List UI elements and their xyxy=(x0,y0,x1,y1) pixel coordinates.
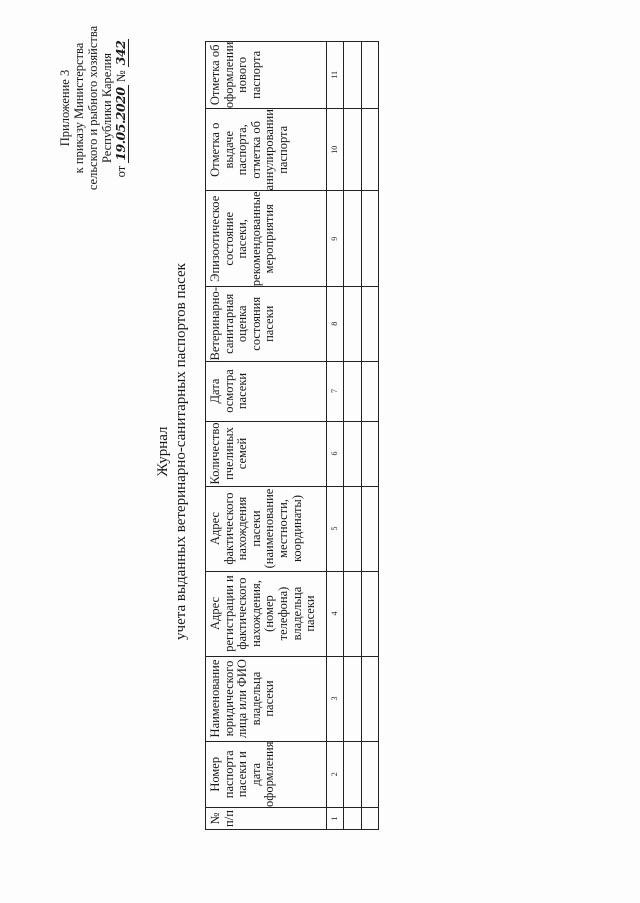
appendix-number: 342 xyxy=(113,40,128,66)
table-cell xyxy=(362,741,379,807)
appendix-line-2: к приказу Министерства xyxy=(72,42,86,174)
appendix-date-line xyxy=(114,13,128,203)
table-cell xyxy=(362,287,379,361)
table-cell xyxy=(362,191,379,287)
number-cell: 9 xyxy=(327,191,344,287)
appendix-number-label: № xyxy=(114,70,128,83)
number-cell: 4 xyxy=(327,571,344,656)
table-cell xyxy=(362,808,379,830)
number-cell: 7 xyxy=(327,361,344,421)
table-cell xyxy=(344,109,362,191)
table-cell xyxy=(344,486,362,571)
number-cell: 6 xyxy=(327,421,344,486)
journal-subtitle: учета выданных ветеринарно-санитарных паспортов пасек xyxy=(173,263,189,640)
table-number-row xyxy=(327,41,344,829)
table-cell xyxy=(344,656,362,741)
appendix-from-label: от xyxy=(114,165,128,178)
table-cell xyxy=(362,656,379,741)
header-cell: Номер паспорта пасеки и дата оформления xyxy=(206,741,327,807)
header-cell: Отметка об оформлении нового паспорта xyxy=(206,41,327,108)
table-cell xyxy=(344,741,362,807)
table-row xyxy=(362,41,379,829)
table-row xyxy=(344,41,362,829)
table-cell xyxy=(344,808,362,830)
table-cell xyxy=(344,571,362,656)
number-cell: 2 xyxy=(327,741,344,807)
table-cell xyxy=(362,486,379,571)
table-cell xyxy=(362,421,379,486)
header-cell: Отметка о выдаче паспорта, отметка об аннулировании паспорта xyxy=(206,109,327,191)
table-cell xyxy=(362,571,379,656)
table-cell xyxy=(344,41,362,108)
appendix-line-4: Республики Карелия xyxy=(100,52,114,164)
table-cell xyxy=(344,361,362,421)
header-cell: Количество пчелиных семей xyxy=(206,421,327,486)
number-cell: 1 xyxy=(327,808,344,830)
number-cell: 11 xyxy=(327,41,344,108)
table-header-row xyxy=(206,41,327,829)
header-cell: Дата осмотра пасеки xyxy=(206,361,327,421)
table-cell xyxy=(344,191,362,287)
number-cell: 10 xyxy=(327,109,344,191)
appendix-line-1: Приложение 3 xyxy=(58,69,72,147)
journal-title: Журнал xyxy=(155,426,171,477)
appendix-block xyxy=(58,13,128,203)
number-cell: 5 xyxy=(327,486,344,571)
appendix-date: 19.05.2020 xyxy=(113,87,128,161)
number-cell: 8 xyxy=(327,287,344,361)
header-cell: Адрес фактического нахождения пасеки (наименование местности, координаты) xyxy=(206,486,327,571)
table-cell xyxy=(362,41,379,108)
table-cell xyxy=(362,361,379,421)
table-cell xyxy=(362,109,379,191)
journal-table xyxy=(205,41,379,830)
table-cell xyxy=(344,421,362,486)
number-cell: 3 xyxy=(327,656,344,741)
header-cell: № п/п xyxy=(206,808,327,830)
header-cell: Адрес регистрации и фактического нахождения, (номер телефона) владельца пасеки xyxy=(206,571,327,656)
table-cell xyxy=(344,287,362,361)
header-cell: Наименование юридического лица или ФИО владельца пасеки xyxy=(206,656,327,741)
header-cell: Ветеринарно-санитарная оценка состояния пасеки xyxy=(206,287,327,361)
header-cell: Эпизоотическое состояние пасеки, рекомендованные мероприятия xyxy=(206,191,327,287)
appendix-line-3: сельского и рыбного хозяйства xyxy=(86,25,100,191)
